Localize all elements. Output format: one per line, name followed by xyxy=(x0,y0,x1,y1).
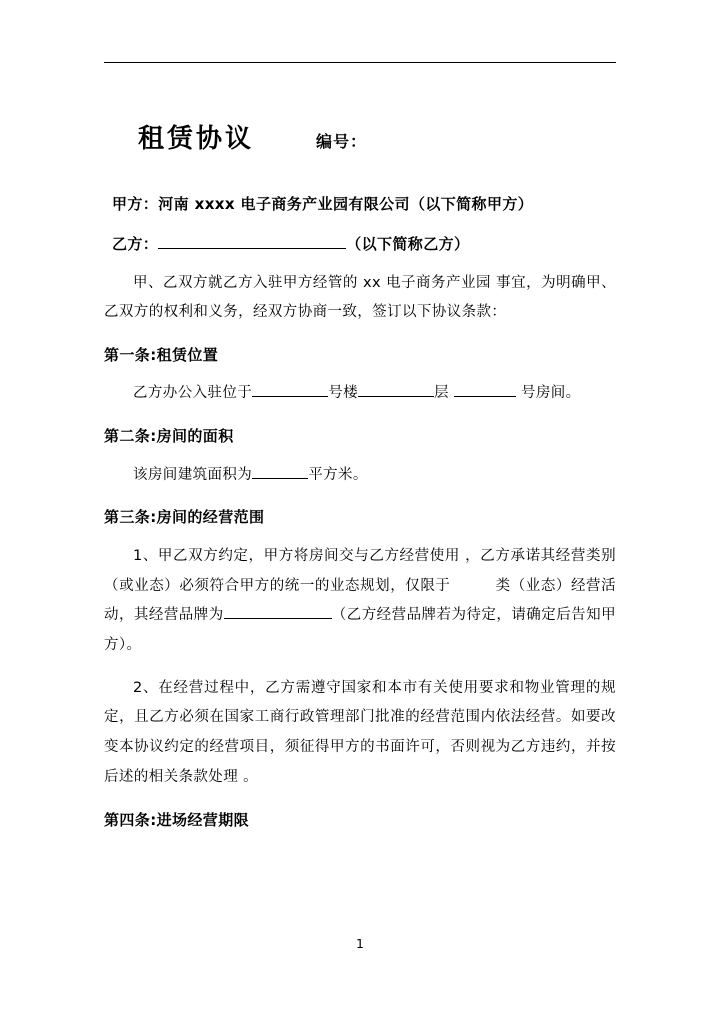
area-blank xyxy=(252,478,308,479)
clause-3-text-after: （乙方经营品牌若为待定，请确定后告知甲方）。 xyxy=(104,607,616,654)
page-title: 租赁协议 xyxy=(138,124,255,154)
preamble-paragraph: 甲、乙双方就乙方入驻甲方经管的 xx 电子商务产业园 事宜，为明确甲、乙双方的权利和义务，经双方协商一致，签订以下协议条款： xyxy=(104,274,616,321)
clause-3-heading: 第三条:房间的经营范围 xyxy=(104,508,265,527)
party-b-blank xyxy=(158,248,346,249)
floor-number-blank xyxy=(358,396,434,397)
party-a-line xyxy=(104,189,616,220)
clause-2-seg-1: 该房间建筑面积为 xyxy=(133,466,253,483)
document-body xyxy=(104,104,616,844)
party-b-label: 乙方： xyxy=(112,234,159,253)
clause-3-paragraph-2: 2、在经营过程中，乙方需遵守国家和本市有关使用要求和物业管理的规定，且乙方必须在国家工商行政管理部门批准的经营范围内依法经营。如要改变本协议约定的经营项目，须征得甲方的书面许可，否则视为乙方违约，并按后述的相关条款处理 。 xyxy=(104,679,616,785)
page-number: 1 xyxy=(356,936,364,951)
clause-3-text-before: 1、甲乙双方约定，甲方将房间交与乙方经营使用 ，乙方承诺其经营类别（或业态）必须符合甲方的统一的业态规划，仅限于 类（业态）经营活动，其经营品牌为 xyxy=(104,547,616,624)
clause-1-paragraph xyxy=(104,379,616,409)
brand-blank xyxy=(224,618,332,619)
contract-number-label: 编号： xyxy=(316,132,368,151)
party-a-label: 甲方： xyxy=(112,195,159,213)
header-divider xyxy=(104,62,616,63)
clause-3-paragraph-1 xyxy=(104,542,616,661)
clause-1-seg-1: 乙方办公入驻位于 xyxy=(133,385,253,402)
clause-1-heading: 第一条:租赁位置 xyxy=(104,345,219,364)
party-b-suffix: （以下简称乙方） xyxy=(346,234,470,253)
clause-2-heading: 第二条:房间的面积 xyxy=(104,427,234,446)
clause-1-seg-3: 号楼 xyxy=(328,385,359,402)
party-a-value: 河南 xxxx 电子商务产业园有限公司（以下简称甲方） xyxy=(158,195,534,213)
room-number-blank xyxy=(454,396,516,397)
party-b-line xyxy=(104,229,616,260)
clause-2-paragraph xyxy=(104,461,616,491)
clause-4-heading: 第四条:进场经营期限 xyxy=(104,810,249,829)
clause-1-seg-7: 号房间。 xyxy=(515,385,581,402)
clause-2-seg-3: 平方米。 xyxy=(308,466,368,483)
title-row xyxy=(104,118,616,155)
building-number-blank xyxy=(252,396,328,397)
clause-1-seg-5: 层 xyxy=(434,385,454,402)
